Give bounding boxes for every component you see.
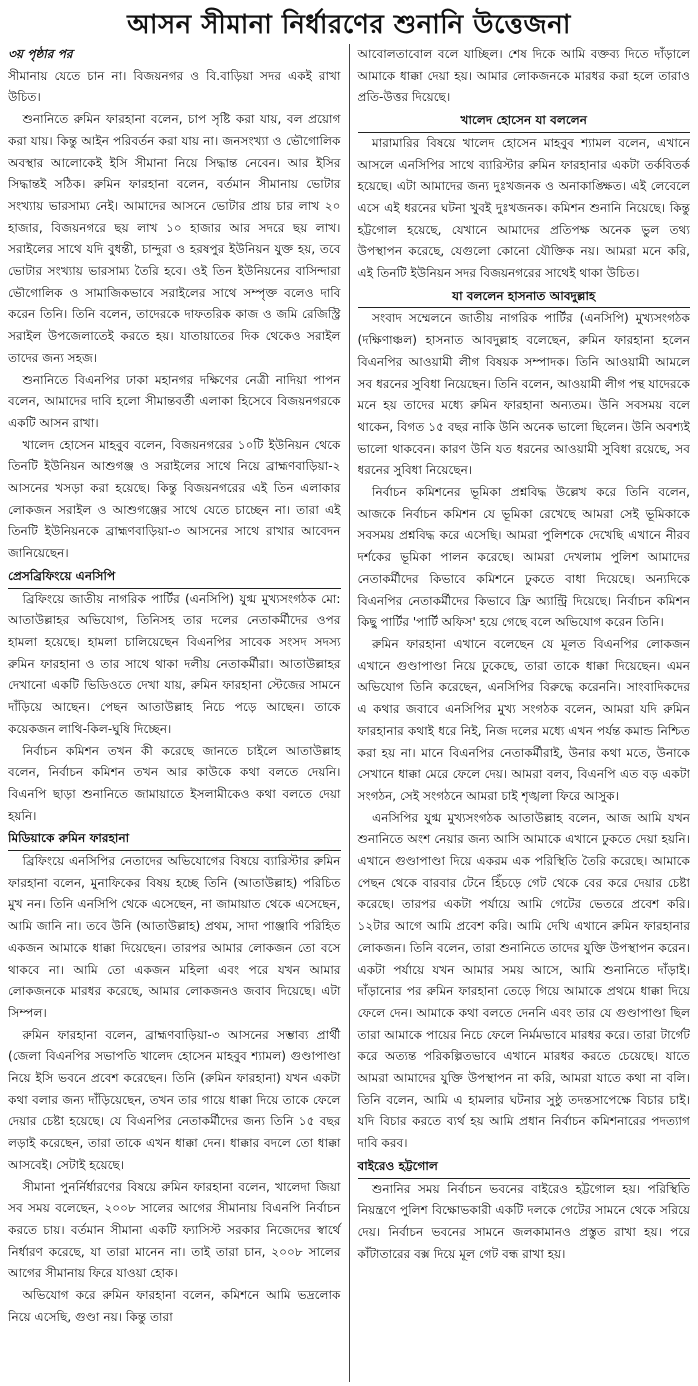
article-paragraph: ব্রিফিংয়ে এনসিপির নেতাদের অভিযোগের বিষয়ে ব্যারিস্টার রুমিন ফারহানা বলেন, মুনাফিকের বিষয় হচ্ছে তিনি (আতাউল্লাহ) পরিচিত মুখ নন। তিনি এনসিপি থেকে এসেছেন, না জামায়াত থেকে এসেছেন, আমি জানি না। তবে উনি (আতাউল্লাহ) প্রথম, সাদা পাঞ্জাবি পরিহিত একজন আমাকে ধাক্কা দিয়েছেন। তারপর আমার লোকজন তো বসে থাকবে না। আমি তো একজন মহিলা এবং পরে যখন আমার লোকজনকে মারধর করেছে, আমার লোকজনও জবাব দিয়েছে। এটা সিম্পল। xyxy=(8,854,341,1020)
article-paragraph: রুমিন ফারহানা এখানে বলেছেন যে মূলত বিএনপির লোকজন এখানে গুণ্ডাপাণ্ডা নিয়ে ঢুকেছে, তারা তাকে ধাক্কা দিয়েছেন। এমন অভিযোগ তিনি করেছেন, এনসিপির বিরুদ্ধে করেননি। সাংবাদিকদের এ কথার জবাবে এনসিপির মুখ্য সংগঠক বলেন, আমরা যদি রুমিন ফারহানার কথাই ধরে নিই, নিজ দলের মধ্যে এখন পর্যন্ত কমান্ড নিশ্চিত করা হয় না। মানে বিএনপির নেতাকর্মীরাই, উনার কথা মতে, উনাকে সেখানে ধাক্কা মেরে ফেলে দেয়। আমরা বলব, বিএনপি এত বড় একটা সংগঠন, সেই সংগঠনে আমরা চাই শৃঙ্খলা ফিরে আসুক। xyxy=(357,636,690,803)
section-subhead: প্রেসব্রিফিংয়ে এনসিপি xyxy=(8,566,341,589)
article-paragraph: সংবাদ সম্মেলনে জাতীয় নাগরিক পার্টির (এনসিপি) মুখ্যসংগঠক (দক্ষিণাঞ্চল) হাসনাত আবদুল্লাহ বলেছেন, রুমিন ফারহানা হলেন বিএনপির আওয়ামী লীগ বিষয়ক সম্পাদক। তিনি আওয়ামী আমলে সব ধরনের সুবিধা নিয়েছেন। তিনি বলেন, আওয়ামী লীগ পন্থ যাদেরকে মনে হয় তাদের মধ্যে রুমিন ফারহানা অন্যতম। উনি সবসময় বলে থাকেন, বিগত ১৫ বছর নাকি উনি অনেক ভালো ছিলেন। উনি অবশ্যই ভালো থাকবেন। কারণ উনি যত ধরনের আওয়ামী সুবিধা রয়েছে, সব ধরনের সুবিধা নিয়েছেন। xyxy=(357,311,690,478)
article-paragraph: শুনানিতে রুমিন ফারহানা বলেন, চাপ সৃষ্টি করা যায়, বল প্রয়োগ করা যায়। কিন্তু আইন পরিবর্তন করা যায় না। জনসংখ্যা ও ভৌগোলিক অবস্থার আলোকেই ইসি সীমানা নিয়ে সিদ্ধান্ত নেবেন। আর ইসির সিদ্ধান্তই সঠিক। রুমিন ফারহানা বলেন, বর্তমান সীমানায় ভোটার সংখ্যায় ভারসাম্য নেই। আমাদের আসনে ভোটার প্রায় চার লাখ ২০ হাজার, বিজয়নগরে ছয় লাখ ১০ হাজার আর সদরে ছয় লাখ। সরাইলের সাথে যদি বুধন্তী, চান্দুরা ও হরষপুর ইউনিয়ন যুক্ত হয়, তবে ভোটার সংখ্যায় ভারসাম্য তৈরি হবে। ওই তিন ইউনিয়নের বাসিন্দারা ভৌগোলিক ও সামাজিকভাবে সরাইলের সাথে সম্পৃক্ত বলেও দাবি করেন তিনি। তিনি বলেন, তাদেরকে দাফতরিক কাজ ও জমি রেজিস্ট্রি সরাইল উপজেলাতেই করতে হয়। যাতায়াতের দিক থেকেও সরাইল তাদের জন্য সহজ। xyxy=(8,112,341,365)
headline: আসন সীমানা নির্ধারণের শুনানি উত্তেজনা xyxy=(127,10,571,40)
article-paragraph: নির্বাচন কমিশন তখন কী করেছে জানতে চাইলে আতাউল্লাহ বলেন, নির্বাচন কমিশন তখন আর কাউকে কথা বলতে দেয়নি। বিএনপি ছাড়া শুনানিতে জামায়াতে ইসলামীকেও কথা বলতে দেয়া হয়নি। xyxy=(8,743,341,823)
article-paragraph: আবোলতাবোল বলে যাচ্ছিল। শেষ দিকে আমি বক্তব্য দিতে দাঁড়ালে আমাকে ধাক্কা দেয়া হয়। আমার লোকজনকে মারধর করা হলে তারাও প্রতি-উত্তর দিয়েছে। xyxy=(357,47,690,105)
article-paragraph: খালেদ হোসেন মাহবুব বলেন, বিজয়নগরের ১০টি ইউনিয়ন থেকে তিনটি ইউনিয়ন আশুগঞ্জ ও সরাইলের সাথে নিয়ে ব্রাহ্মণবাড়িয়া-২ আসনের খসড়া করা হয়েছে। কিন্তু বিজয়নগরের এই তিন এলাকার লোকজন সরাইল ও আশুগঞ্জের সাথে যেতে চাচ্ছেন না। তারা এই তিনটি ইউনিয়নকে ব্রাহ্মণবাড়িয়া-৩ আসনের সাথে রাখার আবেদন জানিয়েছেন। xyxy=(8,437,341,561)
article-paragraph: মারামারির বিষয়ে খালেদ হোসেন মাহবুব শ্যামল বলেন, এখানে আসলে এনসিপির সাথে ব্যারিস্টার রুমিন ফারহানার একটা তর্কবিতর্ক হয়েছে। এটা আমাদের জন্য দুঃখজনক ও অনাকাঙ্ক্ষিত। এই লেবেলে এসে এই ধরনের ঘটনা খুবই দুঃখজনক। কমিশন শুনানি নিয়েছে। কিন্তু হট্টগোল হয়েছে, যেখানে আমাদের প্রতিপক্ষ অনেক ভুল তথ্য উপস্থাপন করেছে, যেগুলো কোনো যৌক্তিক নয়। আমরা মনে করি, এই তিনটি ইউনিয়ন সদর বিজয়নগরের সাথেই থাকা উচিত। xyxy=(357,135,690,281)
article-paragraph: ব্রিফিংয়ে জাতীয় নাগরিক পার্টির (এনসিপি) যুগ্ম মুখ্যসংগঠক মো: আতাউল্লাহর অভিযোগ, তিনিসহ তার দলের নেতাকর্মীদের ওপর হামলা হয়েছে। হামলা চালিয়েছেন বিএনপির সাবেক সংসদ সদস্য রুমিন ফারহানা ও তার সাথে থাকা দলীয় নেতাকর্মীরা। আতাউল্লাহর দেখানো একটি ভিডিওতে দেখা যায়, রুমিন ফারহানা স্টেজের সামনে দাঁড়িয়ে আছেন। পেছন আতাউল্লাহ নিচে পড়ে আছেন। তাকে কয়েকজন লাথি-কিল-ঘুষি দিচ্ছেন। xyxy=(8,591,341,736)
left-column xyxy=(8,44,349,1382)
section-subhead: খালেদ হোসেন যা বললেন xyxy=(358,110,691,133)
section-subhead: যা বললেন হাসনাত আবদুল্লাহ xyxy=(358,286,691,309)
article-paragraph: শুনানিতে বিএনপির ঢাকা মহানগর দক্ষিণের নেত্রী নাদিয়া পাপন বলেন, আমাদের দাবি হলো সীমান্তবর্তী এলাকা হিসেবে বিজয়নগরকে একটি আসন রাখা। xyxy=(8,372,341,430)
section-subhead: বাইরেও হট্টগোল xyxy=(358,1156,691,1179)
article-paragraph: রুমিন ফারহানা বলেন, ব্রাহ্মণবাড়িয়া-৩ আসনের সম্ভাব্য প্রার্থী (জেলা বিএনপির সভাপতি খালেদ হোসেন মাহবুব শ্যামল) গুণ্ডাপাণ্ডা নিয়ে ইসি ভবনে প্রবেশ করেছেন। তিনি (রুমিন ফারহানা) যখন একটা কথা বলার জন্য দাঁড়িয়েছেন, তখন তার গায়ে ধাক্কা দিয়ে তাকে ফেলে দেয়ার চেষ্টা হয়েছে। যে বিএনপির নেতাকর্মীদের জন্য তিনি ১৫ বছর লড়াই করেছেন, তারা তাকে এখন ধাক্কা দেন। ধাক্কার বদলে তো ধাক্কা আসবেই। সেটাই হয়েছে। xyxy=(8,1027,341,1172)
article-paragraph: এনসিপির যুগ্ম মুখ্যসংগঠক আতাউল্লাহ বলেন, আজ আমি যখন শুনানিতে অংশ নেয়ার জন্য আসি আমাকে এখানে ঢুকতে দেয়া হয়নি। এখানে গুণ্ডাপাণ্ডা দিয়ে একরম এক পরিস্থিতি তৈরি করেছে। আমাকে পেছন থেকে বারবার টেনে হিঁচড়ে গেট থেকে বের করে দেয়ার চেষ্টা করেছে। তারপর একটা পর্যায়ে আমি গেটের ভেতরে প্রবেশ করি। ১২টার আগে আমি প্রবেশ করি। আমি দেখি এখানে রুমিন ফারহানার লোকজন। তিনি বলেন, তারা শুনানিতে তাদের যুক্তি উপস্থাপন করেন। একটা পর্যায়ে যখন আমার সময় আসে, আমি শুনানিতে দাঁড়াই। দাঁড়ানোর পর রুমিন ফারহানা তেড়ে গিয়ে আমাকে প্রথমে ধাক্কা দিয়ে ফেলে দেন। আমাকে কথা বলতে দেননি এবং তার যে গুণ্ডাপাণ্ডা ছিল তারা আমাকে পায়ের নিচে ফেলে নির্মমভাবে মারধর করে। তারা টার্গেট করে অত্যন্ত পরিকল্পিতভাবে এখানে মারধর করতে চেয়েছে। যাতে আমরা আমাদের যুক্তি উপস্থাপন না করি, আমরা যাতে কথা না বলি। তিনি বলেন, আমি এ হামলার ঘটনার সুষ্ঠু তদন্তসাপেক্ষে বিচার চাই। যদি বিচার করতে ব্যর্থ হয় আমি প্রধান নির্বাচন কমিশনারের পদত্যাগ দাবি করব। xyxy=(357,810,690,1151)
article-paragraph: সীমানা পুনর্নির্ধারণের বিষয়ে রুমিন ফারহানা বলেন, খালেদা জিয়া সব সময় বলেছেন, ২০০৮ সালের আগের সীমানায় বিএনপি নির্বাচন করতে চায়। বর্তমান সীমানা একটি ফ্যাসিস্ট সরকার নিজেদের স্বার্থে নির্ধারণ করেছে, যা তারা মানেন না। তাই তারা চান, ২০০৮ সালের আগের সীমানায় ফিরে যাওয়া হোক। xyxy=(8,1179,341,1281)
article-paragraph: নির্বাচন কমিশনের ভূমিকা প্রশ্নবিদ্ধ উল্লেখ করে তিনি বলেন, আজকে নির্বাচন কমিশন যে ভূমিকা রেখেছে আমরা সেই ভূমিকাকে সবসময় প্রশ্নবিদ্ধ করে এসেছি। আমরা পুলিশকে দেখেছি এখানে নীরব দর্শকের ভূমিকা পালন করেছে। আমরা দেখলাম পুলিশ আমাদের নেতাকর্মীদের কিভাবে কমিশনে ঢুকতে বাধা দিয়েছে। অন্যদিকে বিএনপির নেতাকর্মীদের কিভাবে ফ্রি অ্যান্ট্রি দিয়েছে। নির্বাচন কমিশন কিছু পার্টির 'পার্টি অফিস' হয়ে গেছে বলে অভিযোগ করেন তিনি। xyxy=(357,485,690,630)
article-columns xyxy=(8,44,690,1382)
article-paragraph: অভিযোগ করে রুমিন ফারহানা বলেন, কমিশনে আমি ভদ্রলোক নিয়ে এসেছি, গুণ্ডা নয়। কিন্তু তারা xyxy=(8,1288,341,1324)
article-paragraph: সীমানায় যেতে চান না। বিজয়নগর ও বি.বাড়িয়া সদর একই রাখা উচিত। xyxy=(8,68,341,105)
article-paragraph: শুনানির সময় নির্বাচন ভবনের বাইরেও হট্টগোল হয়। পরিস্থিতি নিয়ন্ত্রণে পুলিশ বিক্ষোভকারী একটি দলকে গেটের সামনে থেকে সরিয়ে দেয়। নির্বাচন ভবনের সামনে জলকামানও প্রস্তুত রাখা হয়। পরে কাঁটাতারের বক্স দিয়ে মূল গেট বন্ধ রাখা হয়। xyxy=(357,1181,690,1261)
continued-from-label: ৩য় পৃষ্ঠার পর xyxy=(8,47,73,61)
section-subhead: মিডিয়াকে রুমিন ফারহানা xyxy=(8,828,341,851)
right-column xyxy=(350,44,691,1382)
